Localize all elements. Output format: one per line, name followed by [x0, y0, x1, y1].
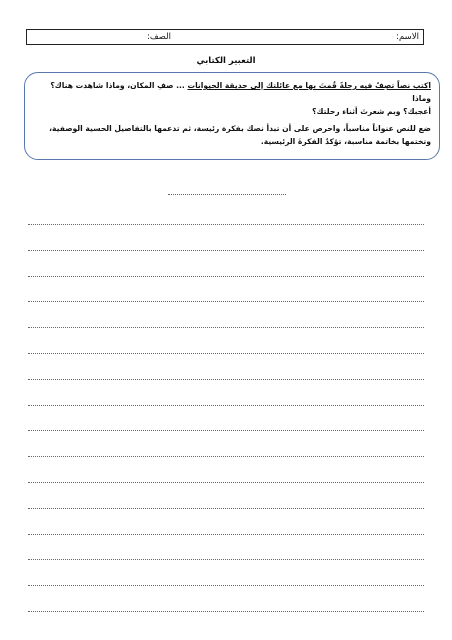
- writing-line[interactable]: [28, 559, 424, 560]
- prompt-underlined-text: اكتب نصاً تصِفُ فيه رحلةً قُمتَ بها مع عائلتك إلى حديقة الحيوانات: [187, 81, 431, 90]
- prompt-text-2: أعجبك؟ وبم شعرتَ أثناء رحلتك؟: [312, 107, 431, 116]
- prompt-text-3: ضع للنص عنواناً مناسباً، واحرص على أن تبدأ نصك بفكرة رئيسة، ثم تدعمها بالتفاصيل الحسية الوصفية،: [49, 124, 431, 133]
- prompt-text-4: وتختمها بخاتمة مناسبة، تؤكدُ الفكرةَ الرئيسية.: [260, 137, 431, 146]
- writing-line[interactable]: [28, 379, 424, 380]
- writing-line[interactable]: [28, 250, 424, 251]
- prompt-text-1b: ... صفِ المكان، وماذا شاهدت هناك؟ وماذا: [50, 81, 431, 103]
- writing-line[interactable]: [28, 276, 424, 277]
- student-info-box: [26, 29, 424, 45]
- writing-line[interactable]: [28, 327, 424, 328]
- writing-line[interactable]: [28, 301, 424, 302]
- writing-line[interactable]: [28, 430, 424, 431]
- writing-line[interactable]: [28, 611, 424, 612]
- writing-line[interactable]: [28, 482, 424, 483]
- page-title: التعبير الكتابي: [196, 56, 256, 66]
- class-label: الصف:: [147, 32, 171, 42]
- name-label: الاسم:: [396, 32, 419, 42]
- prompt-guidelines: [33, 122, 431, 148]
- writing-line[interactable]: [28, 534, 424, 535]
- prompt-instructions: [33, 79, 431, 118]
- writing-line[interactable]: [28, 405, 424, 406]
- writing-line[interactable]: [28, 224, 424, 225]
- prompt-box: [24, 72, 440, 160]
- writing-line[interactable]: [28, 456, 424, 457]
- writing-line[interactable]: [28, 585, 424, 586]
- title-writing-line[interactable]: [168, 194, 286, 195]
- writing-line[interactable]: [28, 353, 424, 354]
- writing-line[interactable]: [28, 508, 424, 509]
